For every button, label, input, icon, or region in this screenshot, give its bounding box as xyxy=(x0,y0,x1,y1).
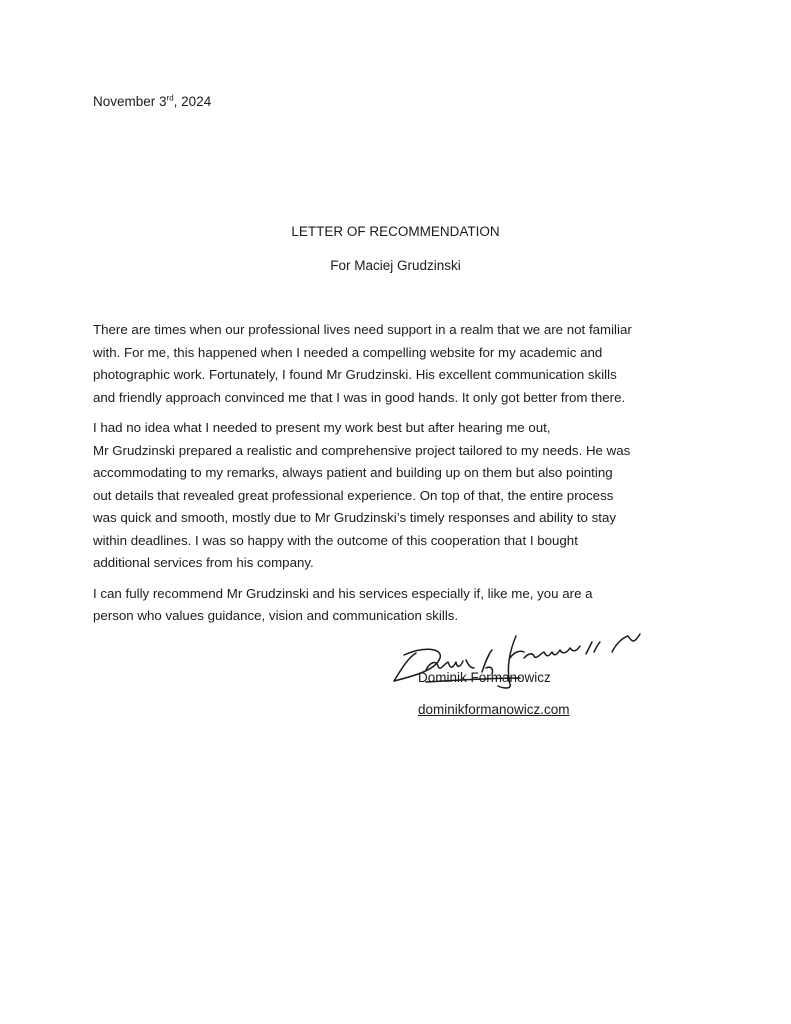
date-ordinal-suffix: rd xyxy=(166,93,174,103)
body-line: accommodating to my remarks, always patient and building up on them but also pointing xyxy=(93,465,613,480)
letter-date xyxy=(93,94,211,110)
date-year: , 2024 xyxy=(173,94,212,109)
letter-body xyxy=(93,319,713,636)
body-line: I had no idea what I needed to present my work best but after hearing me out, xyxy=(93,420,551,435)
body-line: within deadlines. I was so happy with the outcome of this cooperation that I bought xyxy=(93,532,578,548)
body-line: and friendly approach convinced me that I was in good hands. It only got better from there. xyxy=(93,389,626,405)
body-paragraph-1 xyxy=(93,319,713,409)
body-line: There are times when our professional lives need support in a realm that we are not familiar xyxy=(93,322,632,337)
body-line: person who values guidance, vision and communication skills. xyxy=(93,608,459,623)
date-month-day: November 3 xyxy=(93,94,167,109)
letter-subtitle: For Maciej Grudzinski xyxy=(330,258,461,273)
body-line: I can fully recommend Mr Grudzinski and his services especially if, like me, you are a xyxy=(93,585,593,601)
website-link[interactable]: dominikformanowicz.com xyxy=(418,702,570,717)
signer-name: Dominik Formanowicz xyxy=(418,670,551,685)
body-paragraph-2 xyxy=(93,417,713,575)
body-line: photographic work. Fortunately, I found Mr Grudzinski. His excellent communication skills xyxy=(93,367,617,382)
letter-title: LETTER OF RECOMMENDATION xyxy=(291,224,500,239)
body-line: out details that revealed great professional experience. On top of that, the entire process xyxy=(93,487,614,503)
body-line: was quick and smooth, mostly due to Mr Grudzinski’s timely responses and ability to stay xyxy=(93,510,616,525)
body-line: additional services from his company. xyxy=(93,555,314,570)
body-line: Mr Grudzinski prepared a realistic and comprehensive project tailored to my needs. He was xyxy=(93,442,631,458)
body-paragraph-3 xyxy=(93,583,713,628)
body-line: with. For me, this happened when I needed a compelling website for my academic and xyxy=(93,344,603,360)
